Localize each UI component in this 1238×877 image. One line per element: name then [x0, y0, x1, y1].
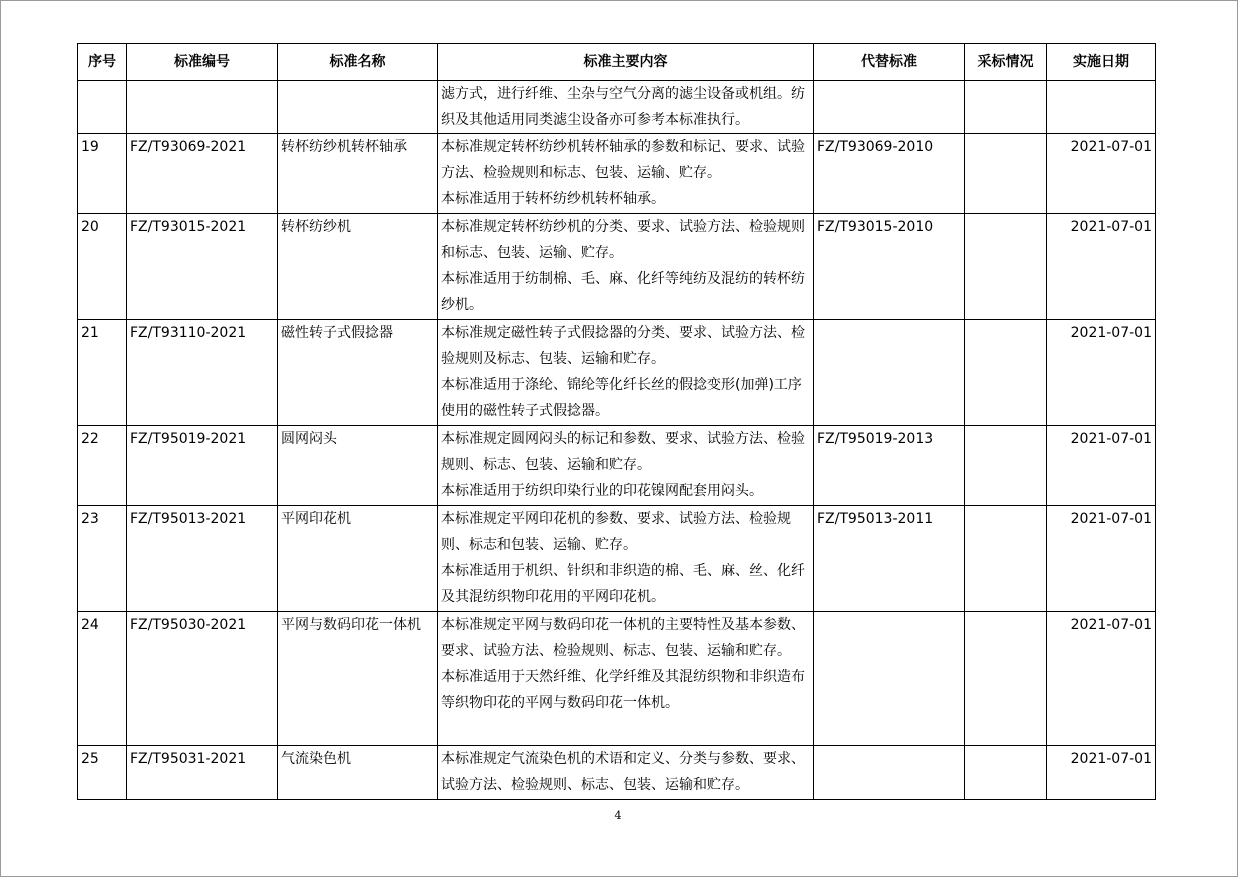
implementation-date-cell: 2021-07-01	[1047, 134, 1156, 214]
standard-content-cell	[438, 746, 814, 800]
header-replaces: 代替标准	[814, 44, 965, 81]
standard-name-cell: 平网与数码印花一体机	[278, 612, 438, 746]
replaced-standard-cell: FZ/T95019-2013	[814, 426, 965, 506]
standard-code-cell: FZ/T93110-2021	[127, 320, 278, 426]
row-number-cell	[78, 81, 127, 134]
row-number-cell: 20	[78, 214, 127, 320]
standard-code-cell: FZ/T95013-2021	[127, 506, 278, 612]
replaced-standard-cell	[814, 746, 965, 800]
row-number-cell: 21	[78, 320, 127, 426]
table-row	[78, 612, 1156, 746]
replaced-standard-cell: FZ/T93069-2010	[814, 134, 965, 214]
content-paragraph: 本标准适用于机织、针织和非织造的棉、毛、麻、丝、化纤及其混纺织物印花用的平网印花机。	[441, 563, 805, 605]
content-paragraph: 本标准规定转杯纺纱机转杯轴承的参数和标记、要求、试验方法、检验规则和标志、包装、运输、贮存。	[441, 139, 805, 181]
standard-content-cell	[438, 81, 814, 134]
standard-name-cell: 平网印花机	[278, 506, 438, 612]
content-paragraph: 滤方式，进行纤维、尘杂与空气分离的滤尘设备或机组。纺织及其他适用同类滤尘设备亦可参考本标准执行。	[441, 86, 805, 128]
content-paragraph: 本标准规定圆网闷头的标记和参数、要求、试验方法、检验规则、标志、包装、运输和贮存。	[441, 431, 805, 473]
adoption-status-cell	[965, 506, 1047, 612]
content-paragraph: 本标准规定磁性转子式假捻器的分类、要求、试验方法、检验规则及标志、包装、运输和贮存。	[441, 325, 805, 367]
standard-code-cell: FZ/T95019-2021	[127, 426, 278, 506]
header-code: 标准编号	[127, 44, 278, 81]
row-number-cell: 25	[78, 746, 127, 800]
implementation-date-cell: 2021-07-01	[1047, 746, 1156, 800]
table-header-row	[78, 44, 1156, 81]
header-content: 标准主要内容	[438, 44, 814, 81]
standard-name-cell: 磁性转子式假捻器	[278, 320, 438, 426]
adoption-status-cell	[965, 426, 1047, 506]
replaced-standard-cell	[814, 81, 965, 134]
table-row	[78, 134, 1156, 214]
header-no: 序号	[78, 44, 127, 81]
content-paragraph: 本标准适用于涤纶、锦纶等化纤长丝的假捻变形(加弹)工序使用的磁性转子式假捻器。	[441, 377, 802, 419]
header-adoption: 采标情况	[965, 44, 1047, 81]
standard-code-cell: FZ/T93015-2021	[127, 214, 278, 320]
standards-table	[77, 43, 1156, 800]
standard-content-cell	[438, 134, 814, 214]
row-number-cell: 24	[78, 612, 127, 746]
standard-content-cell	[438, 506, 814, 612]
table-row	[78, 426, 1156, 506]
adoption-status-cell	[965, 746, 1047, 800]
header-name: 标准名称	[278, 44, 438, 81]
content-paragraph: 本标准规定平网印花机的参数、要求、试验方法、检验规则、标志和包装、运输、贮存。	[441, 511, 791, 553]
header-date: 实施日期	[1047, 44, 1156, 81]
implementation-date-cell: 2021-07-01	[1047, 320, 1156, 426]
standard-code-cell	[127, 81, 278, 134]
adoption-status-cell	[965, 81, 1047, 134]
content-paragraph: 本标准规定气流染色机的术语和定义、分类与参数、要求、试验方法、检验规则、标志、包装、运输和贮存。	[441, 751, 805, 793]
implementation-date-cell: 2021-07-01	[1047, 612, 1156, 746]
table-row	[78, 746, 1156, 800]
standard-content-cell	[438, 214, 814, 320]
row-number-cell: 19	[78, 134, 127, 214]
standard-name-cell: 气流染色机	[278, 746, 438, 800]
adoption-status-cell	[965, 320, 1047, 426]
standard-code-cell: FZ/T93069-2021	[127, 134, 278, 214]
standard-code-cell: FZ/T95030-2021	[127, 612, 278, 746]
replaced-standard-cell	[814, 612, 965, 746]
standard-content-cell	[438, 426, 814, 506]
standard-name-cell: 转杯纺纱机	[278, 214, 438, 320]
standard-name-cell: 圆网闷头	[278, 426, 438, 506]
adoption-status-cell	[965, 214, 1047, 320]
standard-code-cell: FZ/T95031-2021	[127, 746, 278, 800]
replaced-standard-cell: FZ/T93015-2010	[814, 214, 965, 320]
standard-content-cell	[438, 320, 814, 426]
content-paragraph: 本标准适用于天然纤维、化学纤维及其混纺织物和非织造布等织物印花的平网与数码印花一体机。	[441, 669, 805, 711]
implementation-date-cell: 2021-07-01	[1047, 506, 1156, 612]
adoption-status-cell	[965, 612, 1047, 746]
implementation-date-cell	[1047, 81, 1156, 134]
page-number: 4	[614, 809, 622, 822]
content-paragraph: 本标准适用于转杯纺纱机转杯轴承。	[441, 191, 665, 207]
table-row	[78, 320, 1156, 426]
row-number-cell: 22	[78, 426, 127, 506]
table-row	[78, 214, 1156, 320]
content-paragraph: 本标准适用于纺织印染行业的印花镍网配套用闷头。	[441, 483, 763, 499]
adoption-status-cell	[965, 134, 1047, 214]
standard-content-cell	[438, 612, 814, 746]
table-body	[78, 81, 1156, 800]
table-row	[78, 81, 1156, 134]
replaced-standard-cell	[814, 320, 965, 426]
standard-name-cell: 转杯纺纱机转杯轴承	[278, 134, 438, 214]
implementation-date-cell: 2021-07-01	[1047, 214, 1156, 320]
standard-name-cell	[278, 81, 438, 134]
content-paragraph: 本标准适用于纺制棉、毛、麻、化纤等纯纺及混纺的转杯纺纱机。	[441, 271, 805, 313]
implementation-date-cell: 2021-07-01	[1047, 426, 1156, 506]
content-paragraph: 本标准规定平网与数码印花一体机的主要特性及基本参数、要求、试验方法、检验规则、标志、包装、运输和贮存。	[441, 617, 805, 659]
content-paragraph: 本标准规定转杯纺纱机的分类、要求、试验方法、检验规则和标志、包装、运输、贮存。	[441, 219, 805, 261]
row-number-cell: 23	[78, 506, 127, 612]
replaced-standard-cell: FZ/T95013-2011	[814, 506, 965, 612]
table-row	[78, 506, 1156, 612]
